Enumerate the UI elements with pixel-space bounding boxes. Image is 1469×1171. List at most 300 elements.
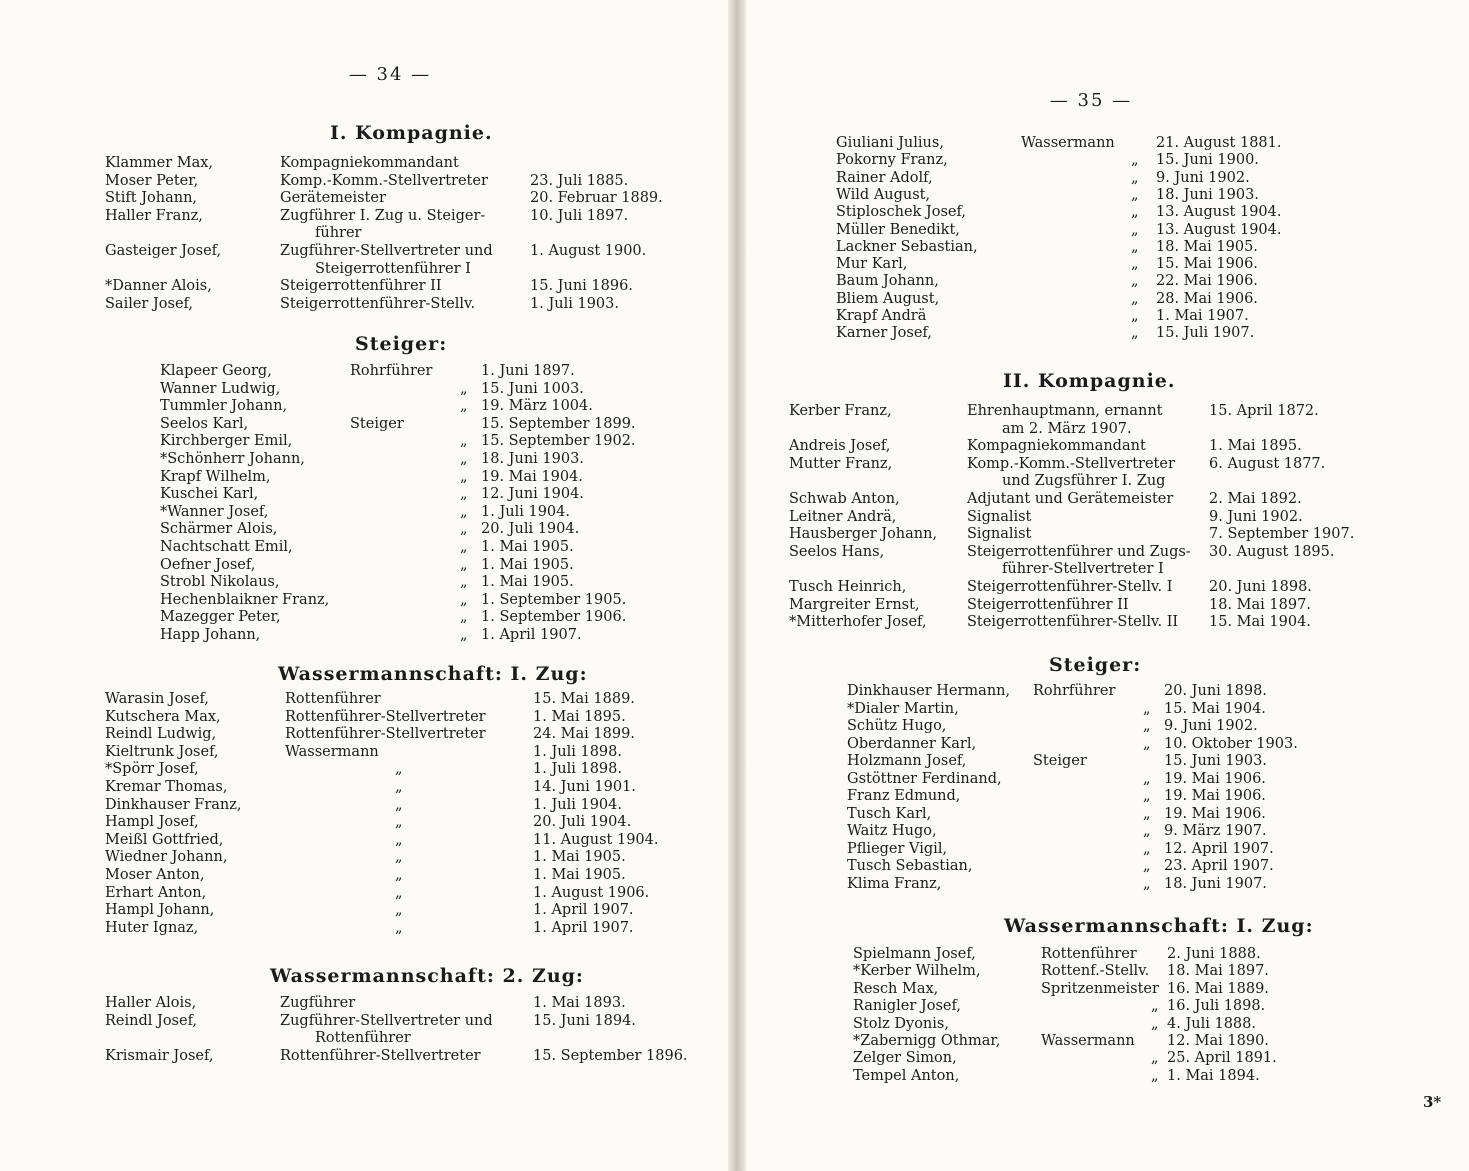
- entry-name: *Wanner Josef,: [160, 503, 269, 520]
- list-item: [0, 224, 733, 242]
- entry-role: „: [1131, 169, 1139, 186]
- entry-date: 1. Mai 1905.: [481, 556, 574, 573]
- entry-role: „: [1143, 788, 1151, 804]
- entry-date: 1. August 1906.: [533, 884, 650, 901]
- entry-date: 15. Juni 1894.: [533, 1012, 636, 1029]
- entry-name: Schwab Anton,: [789, 491, 900, 507]
- list-item: [0, 626, 733, 644]
- entry-role: Signalist: [967, 526, 1032, 543]
- entry-date: 1. Mai 1905.: [481, 539, 574, 555]
- entry-date: 19. Mai 1906.: [1164, 770, 1266, 787]
- entry-date: 1. Mai 1905.: [533, 867, 626, 883]
- entry-date: 21. August 1881.: [1156, 135, 1282, 151]
- entry-name: Wiedner Johann,: [105, 849, 228, 866]
- entry-name: Hampl Johann,: [105, 902, 215, 919]
- entry-role: „: [1143, 875, 1151, 892]
- entry-role: „: [395, 831, 403, 848]
- entry-name: Moser Anton,: [105, 867, 205, 883]
- entry-date: 15. Mai 1904.: [1164, 700, 1266, 717]
- entry-role: „: [1131, 325, 1139, 342]
- entry-name: Stolz Dyonis,: [853, 1015, 949, 1032]
- list-item: [0, 848, 733, 866]
- entry-name: Krapf Wilhelm,: [160, 468, 271, 485]
- list-item: [0, 520, 733, 538]
- entry-role: „: [1143, 805, 1151, 822]
- entry-name: Stift Johann,: [105, 190, 198, 207]
- entry-name: Franz Edmund,: [847, 788, 961, 804]
- entry-name: Leitner Andrä,: [789, 508, 897, 525]
- entry-role: „: [460, 627, 468, 643]
- left-page: [0, 0, 733, 1171]
- list-item: [741, 980, 1469, 998]
- list-item: [741, 134, 1469, 152]
- entry-role: „: [1131, 290, 1139, 307]
- list-item: [0, 813, 733, 831]
- entry-role: „: [395, 761, 403, 778]
- list-item: [741, 717, 1469, 735]
- entry-date: 4. Juli 1888.: [1167, 1015, 1256, 1032]
- list-item: [741, 203, 1469, 221]
- entry-role: am 2. März 1907.: [1002, 420, 1132, 437]
- entry-date: 23. Juli 1885.: [530, 172, 629, 189]
- entry-name: Krapf Andrä: [836, 308, 927, 324]
- entry-name: Reindl Ludwig,: [105, 726, 217, 743]
- entry-date: 1. Mai 1895.: [1209, 438, 1302, 455]
- page-number: — 34 —: [348, 64, 432, 85]
- entry-role: „: [460, 398, 468, 415]
- entry-name: *Danner Alois,: [105, 278, 212, 295]
- entry-date: 6. August 1877.: [1209, 455, 1326, 472]
- entry-name: Klima Franz,: [847, 875, 942, 892]
- entry-name: Kieltrunk Josef,: [105, 743, 219, 760]
- entry-role: „: [395, 919, 403, 936]
- list-item: [741, 238, 1469, 256]
- entry-name: Nachtschatt Emil,: [160, 539, 293, 555]
- entry-name: Haller Franz,: [105, 207, 203, 224]
- entry-role: „: [1131, 221, 1139, 238]
- entry-date: 13. August 1904.: [1156, 221, 1282, 238]
- list-item: [741, 752, 1469, 770]
- entry-role: Komp.-Komm.-Stellvertreter: [967, 455, 1175, 472]
- entry-name: Erhart Anton,: [105, 884, 207, 901]
- entry-name: Holzmann Josef,: [847, 753, 967, 769]
- entry-name: Seelos Karl,: [160, 415, 249, 432]
- list-item: [741, 490, 1469, 508]
- entry-name: Kremar Thomas,: [105, 779, 228, 795]
- entry-name: Oberdanner Karl,: [847, 735, 977, 752]
- entry-date: 25. April 1891.: [1167, 1050, 1277, 1067]
- entry-name: Pokorny Franz,: [836, 152, 948, 169]
- list-item: [0, 690, 733, 708]
- list-item: [0, 154, 733, 172]
- entry-date: 16. Mai 1889.: [1167, 980, 1269, 997]
- entry-role: „: [1131, 256, 1139, 273]
- entry-date: 1. Juli 1903.: [530, 295, 619, 312]
- list-item: [0, 207, 733, 225]
- list-item: [741, 945, 1469, 963]
- section-heading: Steiger:: [355, 333, 448, 355]
- entry-date: 2. Mai 1892.: [1209, 491, 1302, 507]
- entry-name: Kirchberger Emil,: [160, 433, 293, 450]
- section-heading: Wassermannschaft: 2. Zug:: [270, 965, 584, 987]
- list-item: [0, 362, 733, 380]
- list-item: [741, 186, 1469, 204]
- list-item: [741, 472, 1469, 490]
- list-item: [741, 255, 1469, 273]
- entry-name: Strobl Nikolaus,: [160, 574, 280, 591]
- entry-role: „: [460, 503, 468, 520]
- entry-date: 19. Mai 1904.: [481, 468, 583, 485]
- entry-role: „: [460, 574, 468, 591]
- entry-role: „: [1151, 1050, 1159, 1067]
- entry-role: Kompagniekommandant: [280, 155, 459, 171]
- entry-name: Warasin Josef,: [105, 691, 209, 707]
- entry-role: Ehrenhauptmann, ernannt: [967, 403, 1163, 419]
- entry-role: Steigerrottenführer II: [967, 596, 1129, 613]
- entry-role: „: [1151, 1067, 1159, 1084]
- entry-date: 11. August 1904.: [533, 831, 659, 848]
- signature-mark: 3*: [1423, 1093, 1442, 1111]
- entry-date: 1. April 1907.: [481, 627, 582, 643]
- entry-date: 1. Mai 1894.: [1167, 1067, 1260, 1084]
- entry-name: *Dialer Martin,: [847, 700, 959, 717]
- list-item: [741, 272, 1469, 290]
- entry-name: Tusch Sebastian,: [847, 858, 973, 874]
- entry-role: Wassermann: [1021, 135, 1115, 151]
- entry-name: Wild August,: [836, 186, 931, 203]
- entry-date: 15. April 1872.: [1209, 403, 1319, 419]
- list-item: [0, 573, 733, 591]
- entry-role: Steigerrottenführer II: [280, 278, 442, 295]
- entry-name: Zelger Simon,: [853, 1050, 957, 1067]
- entry-date: 15. September 1902.: [481, 433, 636, 450]
- entry-name: Pflieger Vigil,: [847, 840, 948, 857]
- list-item: [0, 919, 733, 937]
- entry-name: *Kerber Wilhelm,: [853, 963, 981, 980]
- entry-date: 18. Juni 1903.: [1156, 186, 1259, 203]
- list-item: [0, 556, 733, 574]
- entry-role: Gerätemeister: [280, 190, 386, 207]
- entry-date: 14. Juni 1901.: [533, 779, 636, 795]
- entry-name: Müller Benedikt,: [836, 221, 960, 238]
- entry-date: 9. Juni 1902.: [1209, 508, 1303, 525]
- entry-date: 9. Juni 1902.: [1164, 718, 1258, 734]
- entry-role: „: [460, 539, 468, 555]
- entry-date: 1. Mai 1907.: [1156, 308, 1249, 324]
- entry-date: 22. Mai 1906.: [1156, 273, 1258, 290]
- entry-date: 24. Mai 1899.: [533, 726, 635, 743]
- list-item: [741, 787, 1469, 805]
- entry-date: 1. April 1907.: [533, 919, 634, 936]
- entry-role: „: [460, 609, 468, 626]
- entry-date: 18. Mai 1897.: [1209, 596, 1311, 613]
- entry-role: „: [1151, 1015, 1159, 1032]
- entry-date: 15. Juli 1907.: [1156, 325, 1255, 342]
- entry-name: Gstöttner Ferdinand,: [847, 770, 1002, 787]
- entry-role: „: [1131, 152, 1139, 169]
- entry-date: 18. Juni 1907.: [1164, 875, 1267, 892]
- list-item: [0, 743, 733, 761]
- list-item: [0, 242, 733, 260]
- list-item: [0, 831, 733, 849]
- list-item: [741, 437, 1469, 455]
- entry-role: „: [460, 591, 468, 608]
- entry-date: 15. September 1899.: [481, 415, 636, 432]
- entry-date: 1. Mai 1905.: [481, 574, 574, 591]
- entry-date: 15. Juni 1003.: [481, 380, 584, 397]
- entry-role: „: [1143, 718, 1151, 734]
- list-item: [741, 578, 1469, 596]
- entry-date: 18. Mai 1897.: [1167, 963, 1269, 980]
- entry-name: Seelos Hans,: [789, 543, 885, 560]
- entry-date: 1. Mai 1905.: [533, 849, 626, 866]
- entry-date: 12. April 1907.: [1164, 840, 1274, 857]
- list-item: [0, 796, 733, 814]
- list-item: [741, 613, 1469, 631]
- entry-name: Huter Ignaz,: [105, 919, 199, 936]
- list-item: [741, 508, 1469, 526]
- list-item: [741, 962, 1469, 980]
- entry-role: „: [460, 486, 468, 503]
- entry-date: 1. Mai 1895.: [533, 708, 626, 725]
- list-item: [0, 1047, 733, 1065]
- entry-date: 1. September 1906.: [481, 609, 627, 626]
- list-item: [0, 708, 733, 726]
- entry-date: 18. Juni 1903.: [481, 451, 584, 467]
- entry-name: Kerber Franz,: [789, 403, 892, 419]
- entry-name: Oefner Josef,: [160, 556, 256, 573]
- entry-date: 1. Juli 1898.: [533, 743, 622, 760]
- list-item: [0, 591, 733, 609]
- entry-role: „: [1143, 858, 1151, 874]
- entry-role: „: [460, 556, 468, 573]
- entry-date: 13. August 1904.: [1156, 204, 1282, 221]
- entry-name: Haller Alois,: [105, 995, 197, 1011]
- entry-role: Zugführer: [280, 995, 356, 1011]
- list-item: [741, 420, 1469, 438]
- entry-date: 19. Mai 1906.: [1164, 788, 1266, 804]
- entry-role: „: [395, 796, 403, 813]
- entry-role: Rottenführer-Stellvertreter: [285, 726, 486, 743]
- list-item: [0, 468, 733, 486]
- entry-role: „: [1131, 308, 1139, 324]
- entry-role: „: [1131, 186, 1139, 203]
- entry-date: 10. Juli 1897.: [530, 207, 629, 224]
- list-item: [741, 543, 1469, 561]
- entry-date: 20. Februar 1889.: [530, 190, 663, 207]
- entry-date: 15. Mai 1904.: [1209, 614, 1311, 631]
- entry-date: 10. Oktober 1903.: [1164, 735, 1298, 752]
- entry-name: Schärmer Alois,: [160, 521, 278, 538]
- entry-role: Zugführer-Stellvertreter und: [280, 243, 493, 259]
- section-heading: Wassermannschaft: I. Zug:: [1004, 915, 1314, 937]
- list-item: [741, 1015, 1469, 1033]
- list-item: [741, 1067, 1469, 1085]
- entry-date: 1. Juli 1904.: [481, 503, 570, 520]
- page-number: — 35 —: [1049, 90, 1133, 111]
- entry-role: Steigerrottenführer-Stellv. II: [967, 614, 1179, 631]
- entry-name: Rainer Adolf,: [836, 169, 933, 186]
- entry-name: Spielmann Josef,: [853, 946, 976, 962]
- list-item: [741, 221, 1469, 239]
- entry-role: Steigerrottenführer I: [315, 260, 471, 277]
- entry-role: „: [395, 902, 403, 919]
- entry-date: 15. Mai 1889.: [533, 691, 635, 707]
- list-item: [741, 1032, 1469, 1050]
- entry-role: „: [1131, 238, 1139, 255]
- entry-role: Adjutant und Gerätemeister: [967, 491, 1174, 507]
- entry-date: 15. Juni 1903.: [1164, 753, 1267, 769]
- list-item: [0, 172, 733, 190]
- list-item: [741, 455, 1469, 473]
- entry-role: „: [460, 380, 468, 397]
- list-item: [0, 415, 733, 433]
- entry-role: Rottenführer: [315, 1030, 411, 1047]
- entry-date: 12. Juni 1904.: [481, 486, 584, 503]
- entry-date: 20. Juni 1898.: [1209, 579, 1312, 595]
- entry-role: führer: [315, 225, 362, 242]
- entry-date: 30. August 1895.: [1209, 543, 1335, 560]
- list-item: [0, 277, 733, 295]
- entry-role: Komp.-Komm.-Stellvertreter: [280, 172, 488, 189]
- list-item: [741, 840, 1469, 858]
- list-item: [741, 525, 1469, 543]
- entry-name: *Zabernigg Othmar,: [853, 1033, 1001, 1049]
- list-item: [741, 560, 1469, 578]
- entry-name: Baum Johann,: [836, 273, 939, 290]
- list-item: [741, 290, 1469, 308]
- entry-role: „: [460, 468, 468, 485]
- entry-role: „: [1143, 770, 1151, 787]
- entry-role: Rottenführer: [1041, 946, 1137, 962]
- entry-role: Rottenf.-Stellv.: [1041, 963, 1150, 980]
- entry-role: Rottenführer: [285, 691, 381, 707]
- entry-name: *Schönherr Johann,: [160, 451, 305, 467]
- entry-name: Kutschera Max,: [105, 708, 221, 725]
- list-item: [741, 596, 1469, 614]
- list-item: [0, 1029, 733, 1047]
- entry-name: Waitz Hugo,: [847, 823, 937, 839]
- entry-role: Steigerrottenführer und Zugs-: [967, 543, 1191, 560]
- entry-name: Gasteiger Josef,: [105, 243, 222, 259]
- entry-role: und Zugsführer I. Zug: [1002, 473, 1166, 490]
- list-item: [741, 805, 1469, 823]
- entry-name: *Mitterhofer Josef,: [789, 614, 927, 631]
- entry-name: Moser Peter,: [105, 172, 199, 189]
- list-item: [741, 324, 1469, 342]
- entry-date: 1. September 1905.: [481, 591, 627, 608]
- section-heading: I. Kompagnie.: [330, 122, 493, 144]
- entry-role: „: [395, 814, 403, 831]
- entry-role: Zugführer-Stellvertreter und: [280, 1012, 493, 1029]
- list-item: [741, 402, 1469, 420]
- entry-date: 19. Mai 1906.: [1164, 805, 1266, 822]
- entry-role: „: [1143, 735, 1151, 752]
- entry-role: „: [1151, 998, 1159, 1015]
- entry-name: Tusch Heinrich,: [789, 579, 907, 595]
- entry-name: Schütz Hugo,: [847, 718, 947, 734]
- entry-name: Wanner Ludwig,: [160, 380, 281, 397]
- entry-date: 20. Juli 1904.: [481, 521, 580, 538]
- list-item: [741, 857, 1469, 875]
- entry-name: Giuliani Julius,: [836, 135, 944, 151]
- list-item: [0, 538, 733, 556]
- entry-role: Steigerrottenführer-Stellv.: [280, 295, 476, 312]
- entry-name: Klammer Max,: [105, 155, 214, 171]
- list-item: [0, 485, 733, 503]
- entry-role: Zugführer I. Zug u. Steiger-: [280, 207, 486, 224]
- entry-role: Rottenführer-Stellvertreter: [285, 708, 486, 725]
- list-item: [741, 151, 1469, 169]
- entry-date: 7. September 1907.: [1209, 526, 1355, 543]
- entry-role: Spritzenmeister: [1041, 980, 1159, 997]
- entry-name: Kuschei Karl,: [160, 486, 259, 503]
- entry-date: 23. April 1907.: [1164, 858, 1274, 874]
- list-item: [0, 295, 733, 313]
- entry-role: Rohrführer: [1033, 683, 1116, 699]
- list-item: [741, 700, 1469, 718]
- entry-role: Signalist: [967, 508, 1032, 525]
- entry-name: Tusch Karl,: [847, 805, 932, 822]
- list-item: [741, 822, 1469, 840]
- entry-date: 1. August 1900.: [530, 243, 647, 259]
- entry-name: Tempel Anton,: [853, 1067, 960, 1084]
- right-page: [741, 0, 1469, 1171]
- list-item: [0, 994, 733, 1012]
- entry-role: Wassermann: [1041, 1033, 1135, 1049]
- entry-name: Hampl Josef,: [105, 814, 199, 831]
- entry-role: Steigerrottenführer-Stellv. I: [967, 579, 1173, 595]
- list-item: [741, 875, 1469, 893]
- entry-date: 15. Juni 1900.: [1156, 152, 1259, 169]
- list-item: [0, 760, 733, 778]
- entry-name: Happ Johann,: [160, 627, 261, 643]
- entry-name: Tummler Johann,: [160, 398, 288, 415]
- entry-date: 2. Juni 1888.: [1167, 946, 1261, 962]
- list-item: [741, 1049, 1469, 1067]
- entry-name: Mazegger Peter,: [160, 609, 281, 626]
- entry-role: „: [1131, 204, 1139, 221]
- list-item: [741, 682, 1469, 700]
- entry-date: 15. September 1896.: [533, 1047, 688, 1064]
- list-item: [0, 432, 733, 450]
- entry-role: Steiger: [1033, 753, 1087, 769]
- entry-role: „: [1143, 823, 1151, 839]
- list-item: [0, 189, 733, 207]
- list-item: [741, 735, 1469, 753]
- entry-role: Rottenführer-Stellvertreter: [280, 1047, 481, 1064]
- section-heading: Wassermannschaft: I. Zug:: [278, 663, 588, 685]
- list-item: [0, 450, 733, 468]
- entry-role: „: [460, 451, 468, 467]
- entry-role: „: [395, 849, 403, 866]
- list-item: [741, 770, 1469, 788]
- entry-date: 20. Juni 1898.: [1164, 683, 1267, 699]
- section-heading: II. Kompagnie.: [1003, 370, 1176, 392]
- list-item: [0, 397, 733, 415]
- list-item: [0, 608, 733, 626]
- entry-date: 1. Mai 1893.: [533, 995, 626, 1011]
- list-item: [0, 1012, 733, 1030]
- entry-role: „: [1143, 840, 1151, 857]
- list-item: [0, 866, 733, 884]
- entry-role: „: [395, 779, 403, 795]
- entry-name: Stiploschek Josef,: [836, 204, 966, 221]
- entry-date: 9. Juni 1902.: [1156, 169, 1250, 186]
- entry-role: „: [1131, 273, 1139, 290]
- entry-name: *Spörr Josef,: [105, 761, 199, 778]
- entry-name: Bliem August,: [836, 290, 940, 307]
